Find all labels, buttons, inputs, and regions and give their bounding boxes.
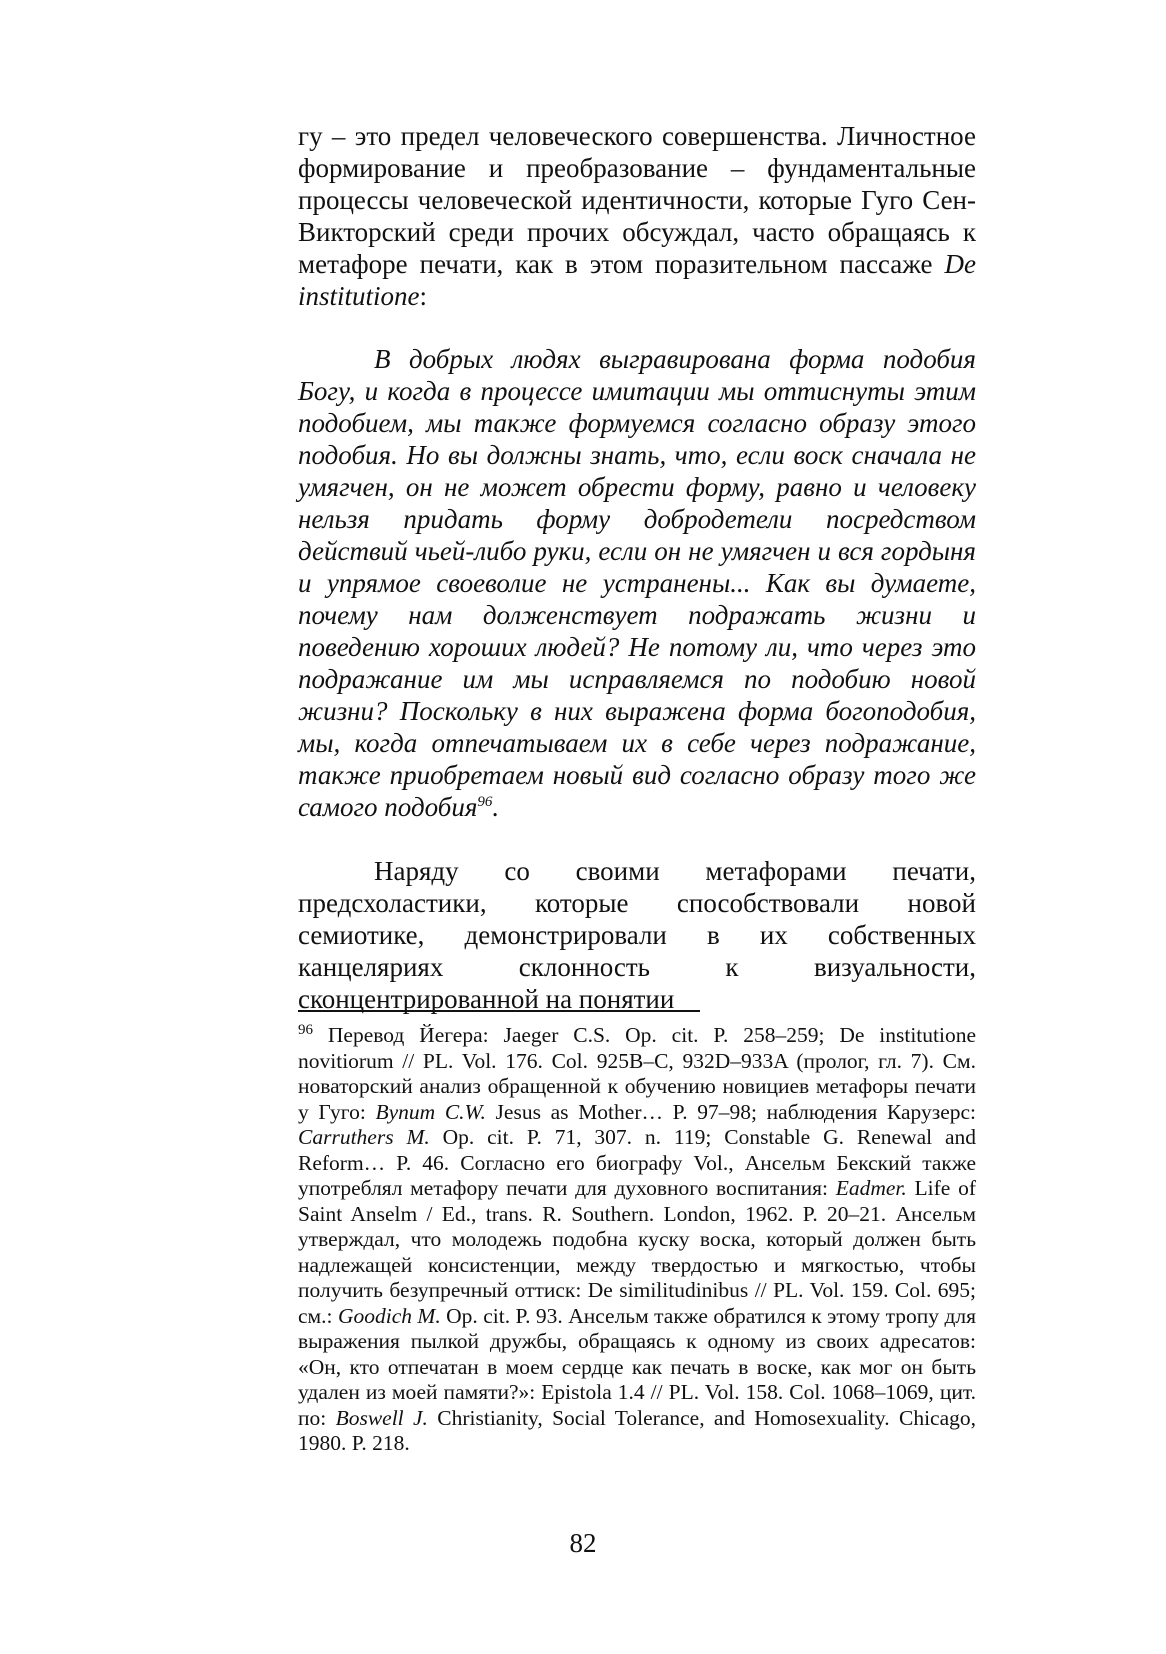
footnote-text: $^{96}$ Перевод Йегера: Jaeger C.S. Op. cit. P. 258–259; De institutione novitiorum // PL. Vol. 176. Col. 925B–C, 932D–933A (пролог, гл. 7). См. новаторский анализ обращенной к обучению новициев метафоры печати у Гуго: Bynum C.W. Jesus as Mother… P. 97–98; наблюдения Карузерс: Carruthers M. Op. cit. P. 71, 307. n. 119; Constable G. Renewal and Reform… P. 46. Согласно его биографу Vol., Ансельм Бекский также употреблял метафору печати для духовного воспитания: Eadmer. Life of Saint Anselm / Ed., trans. R. Southern. London, 1962. P. 20–21. Ансельм утверждал, что молодежь подобна куску воска, который должен быть надлежащей консистенции, между твердостью и мягкостью, чтобы получить безупречный оттиск: De similitudinibus // PL. Vol. 159. Col. 695; см.: Goodich M. Op. cit. P. 93. Ансельм также обратился к этому тропу для выражения пылкой дружбы, обращаясь к одному из своих адресатов: «Он, кто отпечатан в моем сердце как печать в воске, как мог он быть удален из моей памяти?»: Epistola 1.4 // PL. Vol. 158. Col. 1068–1069, цит. по: Boswell J. Christianity, Social Tolerance, and Homosexuality. Chicago, 1980. P. 218. — [298, 1021, 977, 1455]
block-quote: В добрых людях выгравирована форма подобия Богу, и когда в процессе имитации мы оттиснуты этим подобием, мы также формуемся согласно образу этого подобия. Но вы должны знать, что, если воск сначала не умягчен, он не может обрести форму, равно и человеку нельзя придать форму добродетели посредством действий чьей-либо руки, если он не умягчен и вся гордыня и упрямое своеволие не устранены... Как вы думаете, почему нам долженствует подражать жизни и поведению хороших людей? Не потому ли, что через это подражание им мы исправляемся по подобию новой жизни? Поскольку в них выражена форма богоподобия, мы, когда отпечатываем их в себе через подражание, также приобретаем новый вид согласно образу того же самого подобия$^{96}$. — [298, 344, 976, 822]
main-text — [298, 120, 976, 1015]
footnote-separator — [298, 1010, 700, 1012]
footnote — [298, 1023, 976, 1457]
paragraph-2: Наряду со своими метафорами печати, предсхоластики, которые способствовали новой семиотике, демонстрировали в их собственных канцеляриях склонность к визуальности, сконцентрированной на понятии — [298, 856, 976, 1014]
author-ref: Bynum C.W. — [375, 1099, 486, 1124]
paragraph-1: гу – это предел человеческого совершенства. Личностное формирование и преобразование – фундаментальные процессы человеческой идентичности, которые Гуго Сен-Викторский среди прочих обсуждал, часто обращаясь к метафоре печати, как в этом поразительном пассаже De institutione: — [298, 121, 976, 311]
work-title: De institutione — [298, 249, 976, 311]
author-ref: Goodich M. — [337, 1303, 441, 1328]
footnote-number: 96 — [298, 1021, 313, 1038]
author-ref: Eadmer. — [835, 1176, 907, 1200]
footnote-ref: 96 — [477, 794, 493, 810]
author-ref: Carruthers M. — [298, 1125, 430, 1149]
page-number: 82 — [569, 1528, 597, 1558]
author-ref: Boswell J. — [335, 1405, 428, 1430]
